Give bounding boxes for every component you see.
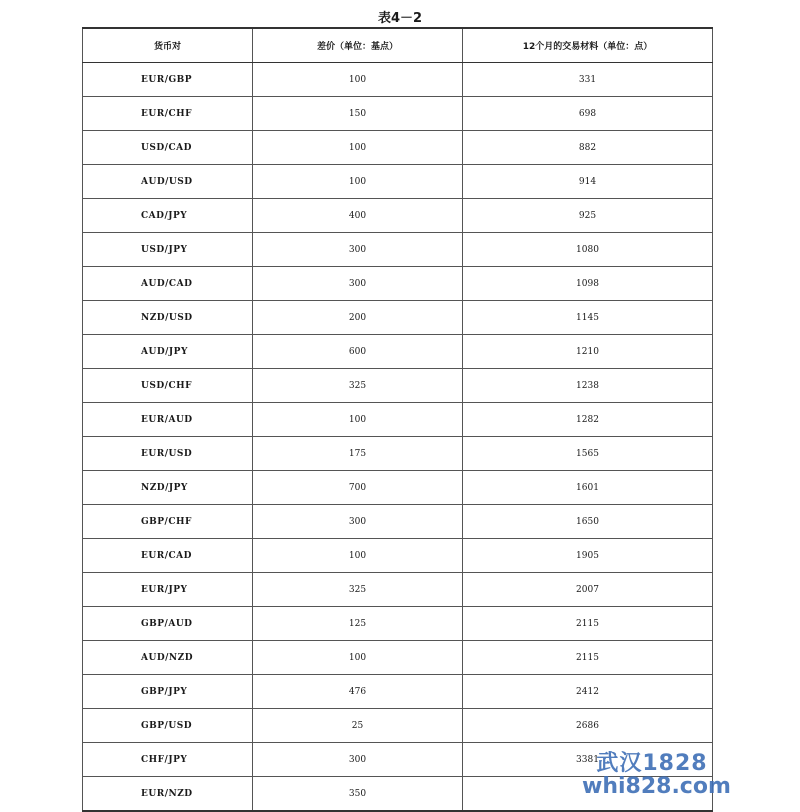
table-row [83,709,713,743]
watermark-chinese-text: 武汉1828 [596,751,708,776]
table-row [83,505,713,539]
cell-currency-pair: AUD/CAD [83,267,253,301]
table-row [83,301,713,335]
table-row [83,267,713,301]
cell-spread: 325 [253,573,463,607]
cell-currency-pair: CAD/JPY [83,199,253,233]
table-header-row [83,28,713,63]
cell-currency-pair: NZD/USD [83,301,253,335]
cell-spread: 100 [253,641,463,675]
table-row [83,335,713,369]
cell-spread: 100 [253,63,463,97]
cell-spread: 300 [253,743,463,777]
table-row [83,97,713,131]
cell-spread: 476 [253,675,463,709]
cell-spread: 150 [253,97,463,131]
cell-12-month-range: 331 [463,63,713,97]
cell-spread: 200 [253,301,463,335]
table-row [83,573,713,607]
cell-12-month-range: 1282 [463,403,713,437]
cell-spread: 100 [253,539,463,573]
cell-spread: 325 [253,369,463,403]
header-currency-pair: 货币对 [83,28,253,63]
cell-12-month-range: 1601 [463,471,713,505]
cell-currency-pair: EUR/CAD [83,539,253,573]
cell-currency-pair: EUR/JPY [83,573,253,607]
cell-currency-pair: EUR/USD [83,437,253,471]
cell-currency-pair: EUR/GBP [83,63,253,97]
currency-pair-table [82,27,713,812]
cell-12-month-range: 698 [463,97,713,131]
cell-12-month-range: 2115 [463,641,713,675]
cell-currency-pair: GBP/AUD [83,607,253,641]
cell-12-month-range: 2412 [463,675,713,709]
cell-currency-pair: GBP/USD [83,709,253,743]
cell-currency-pair: USD/JPY [83,233,253,267]
cell-spread: 300 [253,267,463,301]
cell-spread: 100 [253,403,463,437]
cell-12-month-range: 882 [463,131,713,165]
header-spread: 差价（单位：基点） [253,28,463,63]
cell-spread: 100 [253,131,463,165]
cell-12-month-range: 1238 [463,369,713,403]
cell-12-month-range: 1145 [463,301,713,335]
table-row [83,369,713,403]
table-row [83,165,713,199]
cell-12-month-range: 3381 [463,743,713,777]
cell-currency-pair: NZD/JPY [83,471,253,505]
cell-currency-pair: EUR/NZD [83,777,253,812]
cell-spread: 100 [253,165,463,199]
cell-spread: 175 [253,437,463,471]
cell-currency-pair: EUR/CHF [83,97,253,131]
cell-12-month-range: 1565 [463,437,713,471]
cell-12-month-range: 2115 [463,607,713,641]
table-row [83,437,713,471]
watermark-url-text: whi828.com [582,774,731,799]
table-row [83,403,713,437]
cell-currency-pair: AUD/JPY [83,335,253,369]
cell-currency-pair: AUD/NZD [83,641,253,675]
cell-12-month-range: 1080 [463,233,713,267]
table-row [83,607,713,641]
cell-12-month-range: 914 [463,165,713,199]
cell-currency-pair: GBP/CHF [83,505,253,539]
watermark-logo [582,751,731,799]
cell-currency-pair: USD/CHF [83,369,253,403]
cell-12-month-range: 1650 [463,505,713,539]
cell-12-month-range: 925 [463,199,713,233]
cell-spread: 25 [253,709,463,743]
cell-spread: 350 [253,777,463,812]
cell-12-month-range: 1210 [463,335,713,369]
cell-spread: 300 [253,505,463,539]
cell-currency-pair: CHF/JPY [83,743,253,777]
cell-spread: 600 [253,335,463,369]
cell-12-month-range: 1905 [463,539,713,573]
cell-currency-pair: EUR/AUD [83,403,253,437]
cell-spread: 700 [253,471,463,505]
cell-currency-pair: USD/CAD [83,131,253,165]
cell-currency-pair: GBP/JPY [83,675,253,709]
table-row [83,233,713,267]
table-body [83,63,713,812]
table-row [83,471,713,505]
header-12-month-range: 12个月的交易材料（单位：点） [463,28,713,63]
table-row [83,675,713,709]
table-row [83,641,713,675]
table-row [83,199,713,233]
cell-12-month-range: 2007 [463,573,713,607]
cell-currency-pair: AUD/USD [83,165,253,199]
table-row [83,539,713,573]
cell-12-month-range: 2686 [463,709,713,743]
table-caption: 表4－2 [377,11,423,26]
table-row [83,131,713,165]
table-row [83,63,713,97]
cell-spread: 400 [253,199,463,233]
cell-12-month-range: 1098 [463,267,713,301]
cell-spread: 125 [253,607,463,641]
cell-spread: 300 [253,233,463,267]
